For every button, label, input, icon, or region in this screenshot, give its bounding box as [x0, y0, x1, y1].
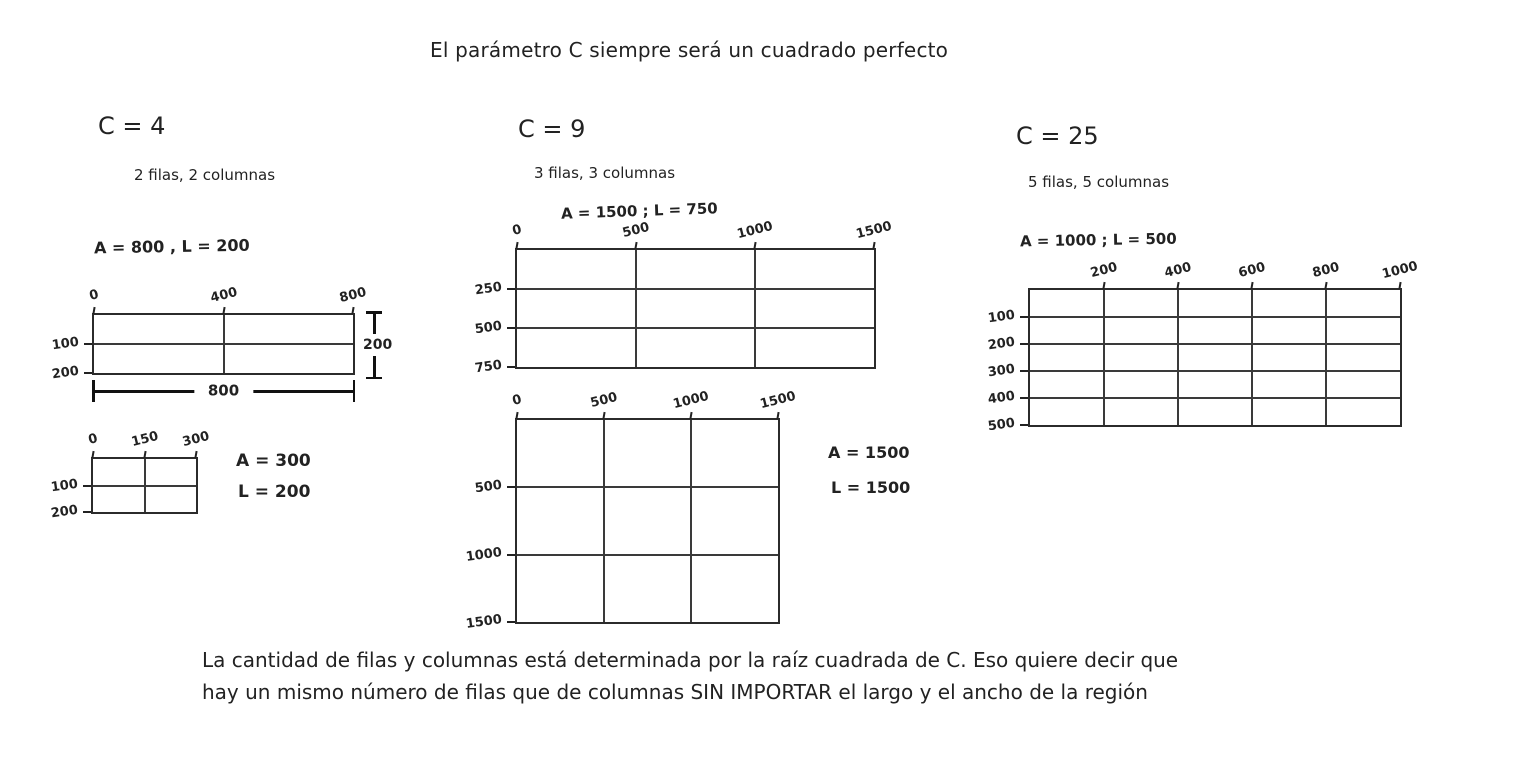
width-dimension-label: 800	[194, 382, 253, 400]
x-tick-mark	[143, 451, 146, 458]
panel-c25-subheading: 5 filas, 5 columnas	[1028, 173, 1170, 191]
y-tick-label: 400	[986, 388, 1016, 408]
x-tick-label: 400	[1163, 259, 1193, 282]
grid-line-horizontal	[517, 554, 778, 556]
panel-c4-subheading: 2 filas, 2 columnas	[134, 166, 276, 184]
grid-line-horizontal	[1030, 370, 1400, 372]
y-tick-mark	[83, 485, 91, 487]
x-tick-label: 600	[1237, 259, 1267, 282]
panel-c4-grid1-caption: A = 800 , L = 200	[93, 235, 250, 258]
grid-line-vertical	[635, 250, 637, 367]
x-tick-mark	[602, 412, 605, 419]
panel-c9-subheading: 3 filas, 3 columnas	[534, 164, 676, 182]
x-tick-mark	[222, 307, 225, 314]
grid-c9-square-area-label: A = 1500	[828, 443, 910, 462]
grid-line-vertical	[603, 420, 605, 622]
x-tick-mark	[634, 242, 637, 249]
y-tick-label: 500	[473, 478, 503, 497]
x-tick-label: 1000	[1380, 258, 1420, 283]
y-tick-label: 200	[49, 502, 79, 522]
y-tick-mark	[507, 486, 515, 488]
y-tick-label: 200	[986, 334, 1016, 354]
grid-line-vertical	[1177, 290, 1179, 425]
grid-line-vertical	[1103, 290, 1105, 425]
x-tick-label: 200	[1089, 259, 1119, 282]
grid-line-horizontal	[517, 486, 778, 488]
x-tick-label: 800	[338, 284, 368, 307]
bracket-bottom-cap	[366, 377, 382, 380]
x-tick-mark	[194, 451, 197, 458]
x-tick-mark	[1250, 282, 1253, 289]
y-tick-label: 500	[986, 415, 1016, 435]
x-tick-label: 300	[181, 428, 211, 451]
x-tick-mark	[872, 242, 875, 249]
x-tick-mark	[92, 307, 95, 314]
y-tick-label: 200	[50, 363, 80, 383]
x-tick-label: 0	[87, 287, 101, 304]
grid-line-horizontal	[93, 485, 196, 487]
x-tick-label: 0	[86, 431, 100, 448]
x-tick-label: 500	[589, 389, 619, 412]
y-tick-label: 1000	[464, 544, 503, 565]
footer-text-line1: La cantidad de filas y columnas está determinada por la raíz cuadrada de C. Eso quiere decir que	[202, 648, 1179, 672]
x-tick-label: 1500	[854, 218, 894, 243]
grid-line-vertical	[754, 250, 756, 367]
grid-line-horizontal	[1030, 343, 1400, 345]
y-tick-mark	[507, 366, 515, 368]
grid-c9-square	[464, 388, 798, 632]
x-tick-label: 1000	[671, 388, 711, 413]
x-tick-label: 0	[510, 222, 524, 239]
y-tick-label: 250	[473, 279, 503, 299]
x-tick-label: 500	[621, 219, 651, 242]
x-tick-mark	[689, 412, 692, 419]
height-dimension-label: 200	[363, 334, 392, 356]
y-tick-mark	[507, 621, 515, 623]
x-tick-mark	[515, 242, 518, 249]
y-tick-label: 100	[986, 307, 1016, 327]
grid-line-horizontal	[1030, 316, 1400, 318]
y-tick-mark	[83, 511, 91, 513]
panel-c9-heading: C = 9	[518, 115, 586, 143]
x-tick-label: 0	[510, 392, 524, 409]
grid-c25	[986, 258, 1420, 435]
y-tick-mark	[1020, 316, 1028, 318]
y-tick-label: 300	[986, 361, 1016, 381]
y-tick-mark	[507, 554, 515, 556]
x-tick-label: 150	[129, 428, 160, 451]
x-tick-mark	[515, 412, 518, 419]
x-tick-mark	[1102, 282, 1105, 289]
grid-c4-small	[49, 428, 211, 522]
grid-line-vertical	[1325, 290, 1327, 425]
grid-line-horizontal	[94, 343, 353, 345]
y-tick-mark	[507, 288, 515, 290]
grid-line-vertical	[1251, 290, 1253, 425]
grid-c4-small-area-label: A = 300	[236, 451, 311, 471]
y-tick-label: 750	[473, 357, 503, 377]
x-tick-label: 800	[1311, 259, 1341, 282]
y-tick-mark	[1020, 343, 1028, 345]
grid-line-horizontal	[517, 288, 874, 290]
y-tick-label: 500	[473, 318, 503, 338]
grid-line-horizontal	[1030, 397, 1400, 399]
x-tick-mark	[753, 242, 756, 249]
x-tick-mark	[1176, 282, 1179, 289]
y-tick-mark	[1020, 424, 1028, 426]
y-tick-label: 1500	[464, 612, 503, 632]
grid-line-horizontal	[517, 327, 874, 329]
x-tick-mark	[351, 307, 354, 314]
grid-c4-small-length-label: L = 200	[238, 482, 311, 502]
x-tick-mark	[91, 451, 94, 458]
panel-c25-grid-caption: A = 1000 ; L = 500	[1019, 229, 1177, 251]
y-tick-mark	[84, 372, 92, 374]
grid-c4-main	[50, 284, 368, 383]
panel-c4-heading: C = 4	[98, 112, 166, 140]
grid-c9-wide	[473, 218, 894, 377]
y-tick-mark	[84, 343, 92, 345]
x-tick-mark	[776, 412, 779, 419]
y-tick-mark	[507, 327, 515, 329]
x-tick-label: 400	[208, 284, 239, 307]
y-tick-mark	[1020, 397, 1028, 399]
y-tick-label: 100	[50, 334, 80, 354]
footer-text-line2: hay un mismo número de filas que de columnas SIN IMPORTAR el largo y el ancho de la región	[202, 680, 1148, 704]
panel-c25-heading: C = 25	[1016, 122, 1099, 150]
width-dimension-line	[92, 380, 355, 402]
height-dimension-bracket	[362, 311, 393, 379]
x-tick-label: 1000	[735, 218, 775, 243]
y-tick-mark	[1020, 370, 1028, 372]
page-title: El parámetro C siempre será un cuadrado perfecto	[430, 38, 949, 62]
y-tick-label: 100	[49, 476, 79, 495]
x-tick-mark	[1324, 282, 1327, 289]
x-tick-label: 1500	[758, 388, 798, 413]
grid-line-vertical	[690, 420, 692, 622]
grid-c9-square-length-label: L = 1500	[831, 478, 911, 497]
dimension-right-cap	[353, 380, 356, 402]
panel-c9-grid1-caption: A = 1500 ; L = 750	[560, 199, 718, 223]
x-tick-mark	[1398, 282, 1401, 289]
